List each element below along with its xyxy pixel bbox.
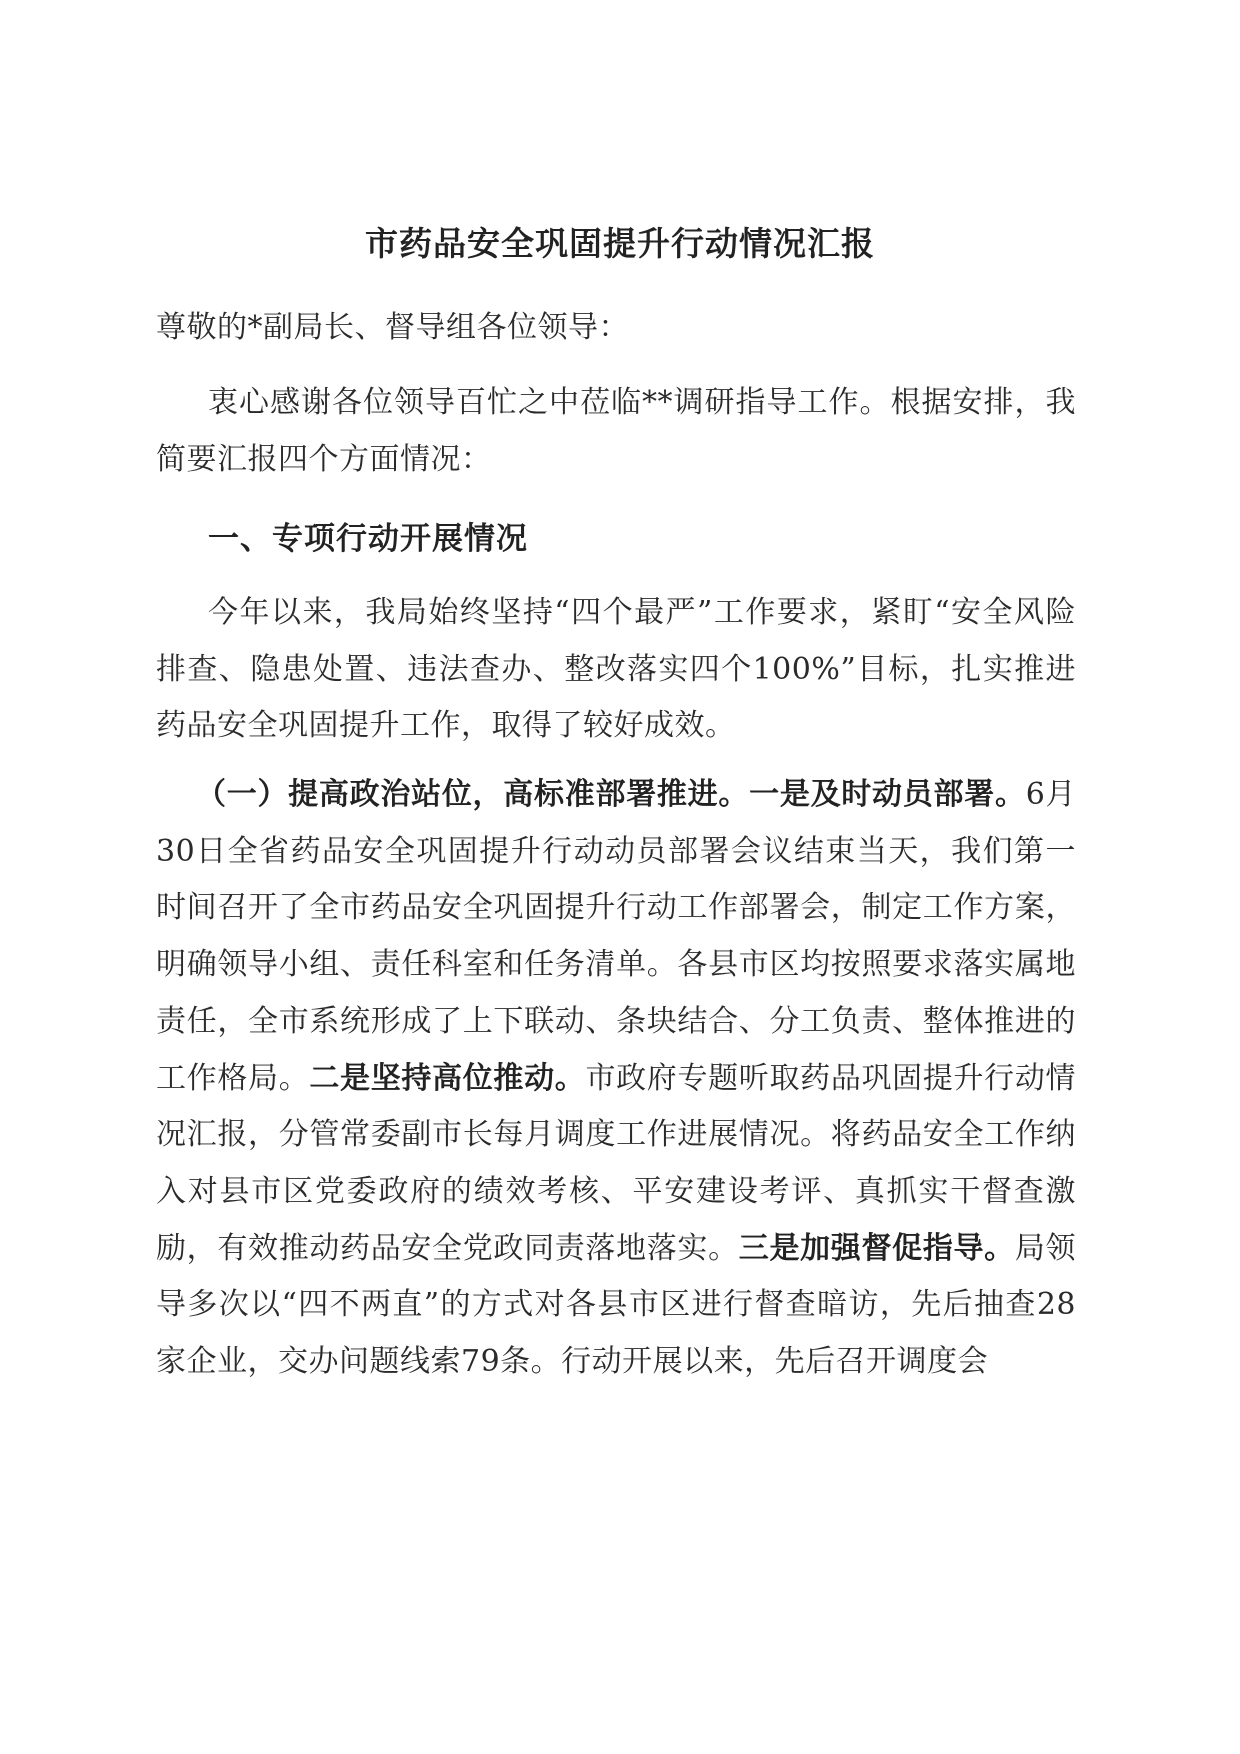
- subsection-1-paragraph: [156, 767, 1076, 1391]
- subsection-heading-1: （一）提高政治站位，高标准部署推进。: [196, 777, 750, 812]
- point-2-text: 市政府专题听取药品巩固提升行动情况汇报，分管常委副市长每月调度工作进展情况。将药品安全工作纳入对县市区党委政府的绩效考核、平安建设考评、真抓实干督查激励，有效推动药品安全党政同责落地落实。: [156, 1060, 1077, 1266]
- point-1-lead: 一是及时动员部署。: [749, 777, 1026, 812]
- intro-paragraph: 衷心感谢各位领导百忙之中莅临**调研指导工作。根据安排，我简要汇报四个方面情况：: [156, 385, 1076, 477]
- section-heading-1: 一、专项行动开展情况: [208, 521, 528, 557]
- point-3-lead: 三是加强督促指导。: [738, 1230, 1015, 1266]
- point-3-text: 局领导多次以“四不两直”的方式对各县市区进行督查暗访，先后抽查28家企业，交办问题线索79条。行动开展以来，先后召开调度会: [156, 1230, 1077, 1380]
- salutation: 尊敬的*副局长、督导组各位领导：: [156, 310, 629, 345]
- point-1-text: 6月30日全省药品安全巩固提升行动动员部署会议结束当天，我们第一时间召开了全市药品安全巩固提升行动工作部署会，制定工作方案，明确领导小组、责任科室和任务清单。各县市区均按照要求落实属地责任，全市系统形成了上下联动、条块结合、分工负责、整体推进的工作格局。: [156, 777, 1077, 1096]
- document-title: 市药品安全巩固提升行动情况汇报: [365, 224, 875, 263]
- section-1-paragraph: 今年以来，我局始终坚持“四个最严”工作要求，紧盯“安全风险排查、隐患处置、违法查办、整改落实四个100%”目标，扎实推进药品安全巩固提升工作，取得了较好成效。: [156, 595, 1076, 744]
- point-2-lead: 二是坚持高位推动。: [309, 1060, 586, 1096]
